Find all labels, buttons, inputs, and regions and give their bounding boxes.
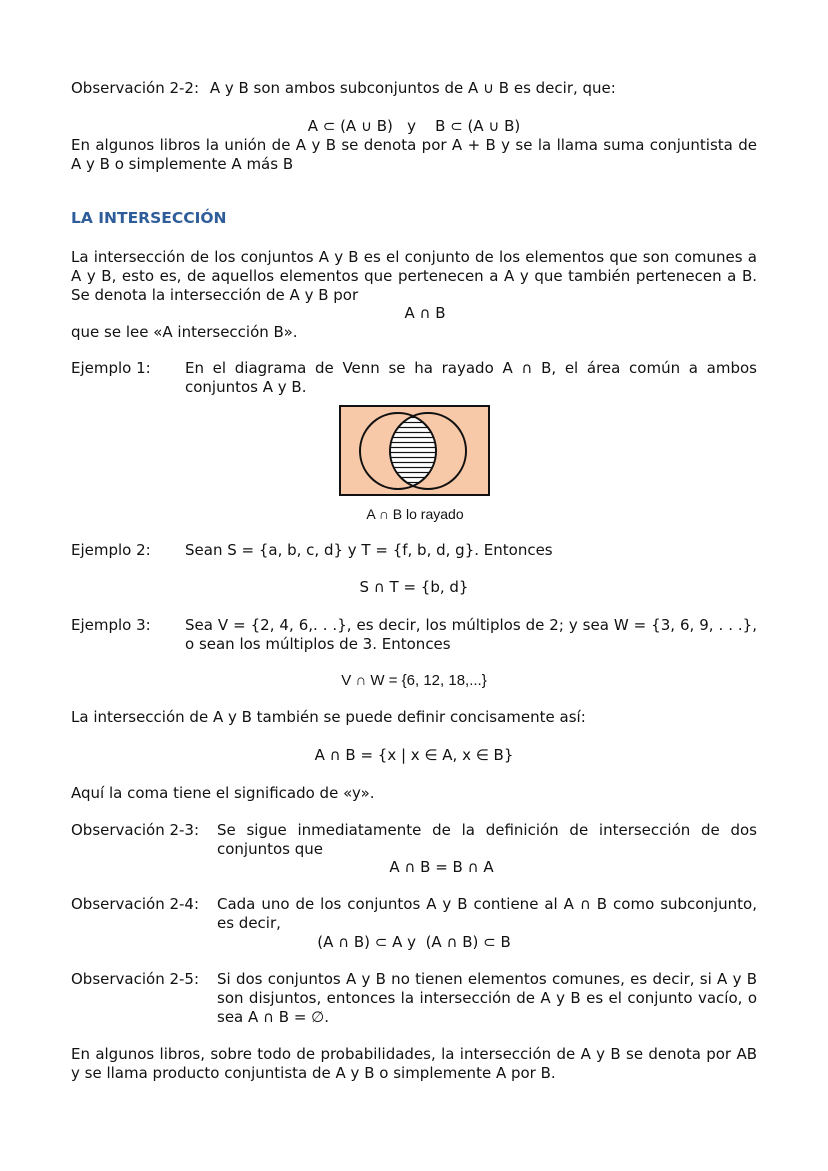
obs-2-2 [71, 79, 757, 98]
obs-2-4-label: Observación 2-4: [71, 895, 200, 913]
obs-2-4-text: Cada uno de los conjuntos A y B contiene al A ∩ B como subconjunto, es decir, [217, 895, 757, 932]
example-3-formula: V ∩ W = {6, 12, 18,...} [341, 672, 487, 689]
definition-reads: que se lee «A intersección B». [71, 323, 298, 341]
example-3-text: Sea V = {2, 4, 6,. . .}, es decir, los múltiplos de 2; y sea W = {3, 6, 9, . . .}, o sean los múltiplos de 3. Entonces [185, 616, 757, 653]
union-note: En algunos libros la unión de A y B se denota por A + B y se la llama suma conjuntista de A y B o simplemente A más B [71, 136, 757, 173]
example-1-label: Ejemplo 1: [71, 359, 151, 377]
concise-formula: A ∩ B = {x | x ∈ A, x ∈ B} [314, 746, 514, 764]
example-2-formula: S ∩ T = {b, d} [359, 578, 469, 596]
comma-note: Aquí la coma tiene el significado de «y». [71, 784, 375, 802]
obs-2-4-formula: (A ∩ B) ⊂ A y (A ∩ B) ⊂ B [317, 933, 511, 951]
venn-caption: A ∩ B lo rayado [366, 506, 464, 522]
product-note: En algunos libros, sobre todo de probabilidades, la intersección de A y B se denota por AB y se llama producto conjuntista de A y B o simplemente A por B. [71, 1045, 757, 1082]
example-1-text: En el diagrama de Venn se ha rayado A ∩ B, el área común a ambos conjuntos A y B. [185, 359, 757, 396]
obs-2-2-label: Observación 2-2: [71, 79, 200, 97]
definition-text: La intersección de los conjuntos A y B es el conjunto de los elementos que son comunes a A y B, esto es, de aquellos elementos que pertenecen a A y que también pertenecen a B. Se denota la intersección de A y B por [71, 248, 757, 304]
obs-2-3-label: Observación 2-3: [71, 821, 200, 839]
example-2-text: Sean S = {a, b, c, d} y T = {f, b, d, g}. Entonces [185, 541, 553, 559]
definition-formula: A ∩ B [404, 304, 446, 322]
obs-2-5-text: Si dos conjuntos A y B no tienen elementos comunes, es decir, si A y B son disjuntos, entonces la intersección de A y B es el conjunto vacío, o sea A ∩ B = ∅. [217, 970, 757, 1026]
section-title: LA INTERSECCIÓN [71, 209, 227, 227]
example-3-label: Ejemplo 3: [71, 616, 151, 634]
concise-text: La intersección de A y B también se puede definir concisamente así: [71, 708, 586, 726]
obs-2-2-formula: A ⊂ (A ∪ B) y B ⊂ (A ∪ B) [307, 117, 521, 135]
obs-2-5-label: Observación 2-5: [71, 970, 200, 988]
obs-2-3-formula: A ∩ B = B ∩ A [389, 858, 494, 876]
example-2-label: Ejemplo 2: [71, 541, 151, 559]
obs-2-3-text: Se sigue inmediatamente de la definición de intersección de dos conjuntos que [217, 821, 757, 858]
venn-diagram [339, 405, 491, 497]
obs-2-2-text: A y B son ambos subconjuntos de A ∪ B es decir, que: [209, 79, 616, 97]
